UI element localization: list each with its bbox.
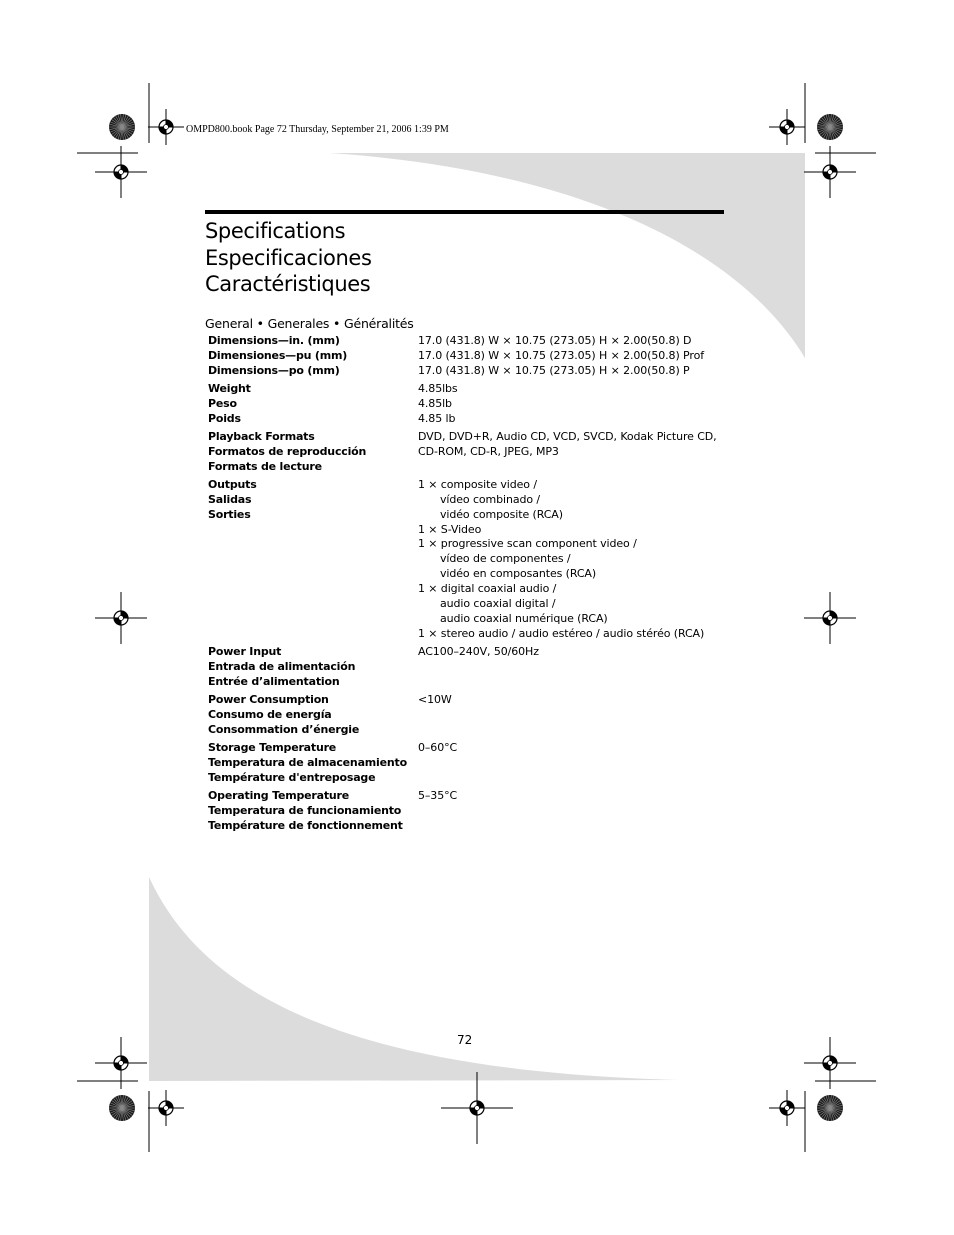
registration-mark-center (164, 1106, 169, 1111)
title-french: Caractéristiques (205, 272, 371, 296)
spec-value: vídeo combinado / (440, 492, 541, 506)
spec-label: Playback Formats (208, 430, 315, 444)
registration-mark-center (828, 1061, 833, 1066)
spec-label: Storage Temperature (208, 740, 337, 754)
spec-value: AC100–240V, 50/60Hz (418, 644, 539, 658)
title-english: Specifications (205, 219, 346, 243)
spec-value: 1 × composite video / (418, 478, 537, 492)
spec-values (418, 789, 728, 804)
spec-value: audio coaxial digital / (440, 596, 556, 610)
spec-values (418, 430, 728, 460)
spec-row (208, 693, 728, 738)
spec-value: 17.0 (431.8) W × 10.75 (273.05) H × 2.00(50.8) Prof (418, 348, 704, 362)
spec-value: vídeo de componentes / (440, 552, 571, 566)
spec-value: 1 × digital coaxial audio / (418, 582, 557, 595)
spec-values (418, 478, 728, 641)
spec-row (208, 478, 728, 641)
spec-value: DVD, DVD+R, Audio CD, VCD, SVCD, Kodak Picture CD, (418, 430, 717, 444)
spec-labels (208, 334, 418, 379)
section-title: General • Generales • Généralités (205, 316, 414, 331)
specifications-table (208, 334, 728, 837)
spec-labels (208, 789, 418, 834)
spec-value: <10W (418, 692, 452, 706)
spec-value: 17.0 (431.8) W × 10.75 (273.05) H × 2.00(50.8) P (418, 363, 690, 377)
spec-label: Température de fonctionnement (208, 818, 403, 832)
spec-label: Power Consumption (208, 692, 329, 706)
spec-label: Outputs (208, 478, 257, 492)
spec-label: Dimensions—in. (mm) (208, 334, 340, 347)
spec-label: Entrée d’alimentation (208, 674, 340, 688)
spec-label: Température d'entreposage (208, 770, 376, 784)
spec-value: 4.85 lb (418, 411, 456, 425)
spec-label: Peso (208, 396, 237, 410)
spec-labels (208, 693, 418, 738)
spec-label: Dimensions—po (mm) (208, 363, 340, 377)
spec-value: vidéo composite (RCA) (440, 507, 563, 521)
registration-mark-center (828, 616, 833, 621)
spec-row (208, 645, 728, 690)
spec-value: 1 × S-Video (418, 522, 482, 536)
spec-row (208, 741, 728, 786)
spec-row (208, 430, 728, 475)
spec-label: Entrada de alimentación (208, 659, 356, 673)
registration-mark-center (785, 125, 790, 130)
spec-value: 4.85lbs (418, 382, 458, 396)
spec-value: audio coaxial numérique (RCA) (440, 611, 608, 625)
spec-label: Consommation d’énergie (208, 722, 360, 736)
spec-row (208, 334, 728, 379)
registration-mark-center (119, 1061, 124, 1066)
registration-mark-center (164, 125, 169, 130)
spec-label: Formats de lecture (208, 459, 322, 473)
page-number: 72 (457, 1033, 473, 1047)
spec-label: Consumo de energía (208, 707, 332, 721)
page-titles (205, 218, 371, 298)
spec-row (208, 789, 728, 834)
spec-labels (208, 645, 418, 690)
spec-value: vidéo en composantes (RCA) (440, 567, 597, 581)
spec-value: 17.0 (431.8) W × 10.75 (273.05) H × 2.00(50.8) D (418, 334, 692, 347)
spec-row (208, 382, 728, 427)
spec-label: Temperatura de funcionamiento (208, 803, 402, 817)
spec-value: CD-ROM, CD-R, JPEG, MP3 (418, 444, 559, 458)
spec-values (418, 741, 728, 756)
spec-label: Formatos de reproducción (208, 444, 367, 458)
spec-labels (208, 382, 418, 427)
spec-values (418, 334, 728, 379)
spec-labels (208, 430, 418, 475)
spec-labels (208, 478, 418, 523)
spec-label: Temperatura de almacenamiento (208, 755, 407, 769)
spec-value: 4.85lb (418, 396, 452, 410)
spec-label: Power Input (208, 644, 282, 658)
registration-mark-center (828, 170, 833, 175)
spec-value: 1 × progressive scan component video / (418, 537, 637, 551)
registration-mark-center (475, 1106, 480, 1111)
bottom-swoosh-shape (149, 877, 680, 1081)
print-header: OMPD800.book Page 72 Thursday, September 21, 2006 1:39 PM (186, 124, 449, 135)
spec-values (418, 645, 728, 660)
registration-mark-center (785, 1106, 790, 1111)
spec-value: 1 × stereo audio / audio estéreo / audio stéréo (RCA) (418, 626, 705, 640)
spec-labels (208, 741, 418, 786)
spec-values (418, 382, 728, 427)
spec-label: Salidas (208, 492, 252, 506)
spec-value: 5–35°C (418, 788, 458, 802)
registration-mark-center (119, 616, 124, 621)
spec-label: Weight (208, 382, 251, 396)
spec-label: Dimensiones—pu (mm) (208, 348, 348, 362)
spec-label: Sorties (208, 507, 251, 521)
spec-label: Operating Temperature (208, 788, 350, 802)
title-spanish: Especificaciones (205, 245, 372, 270)
spec-values (418, 693, 728, 708)
spec-label: Poids (208, 411, 241, 425)
spec-value: 0–60°C (418, 740, 458, 754)
registration-mark-center (119, 170, 124, 175)
title-rule (205, 210, 724, 214)
